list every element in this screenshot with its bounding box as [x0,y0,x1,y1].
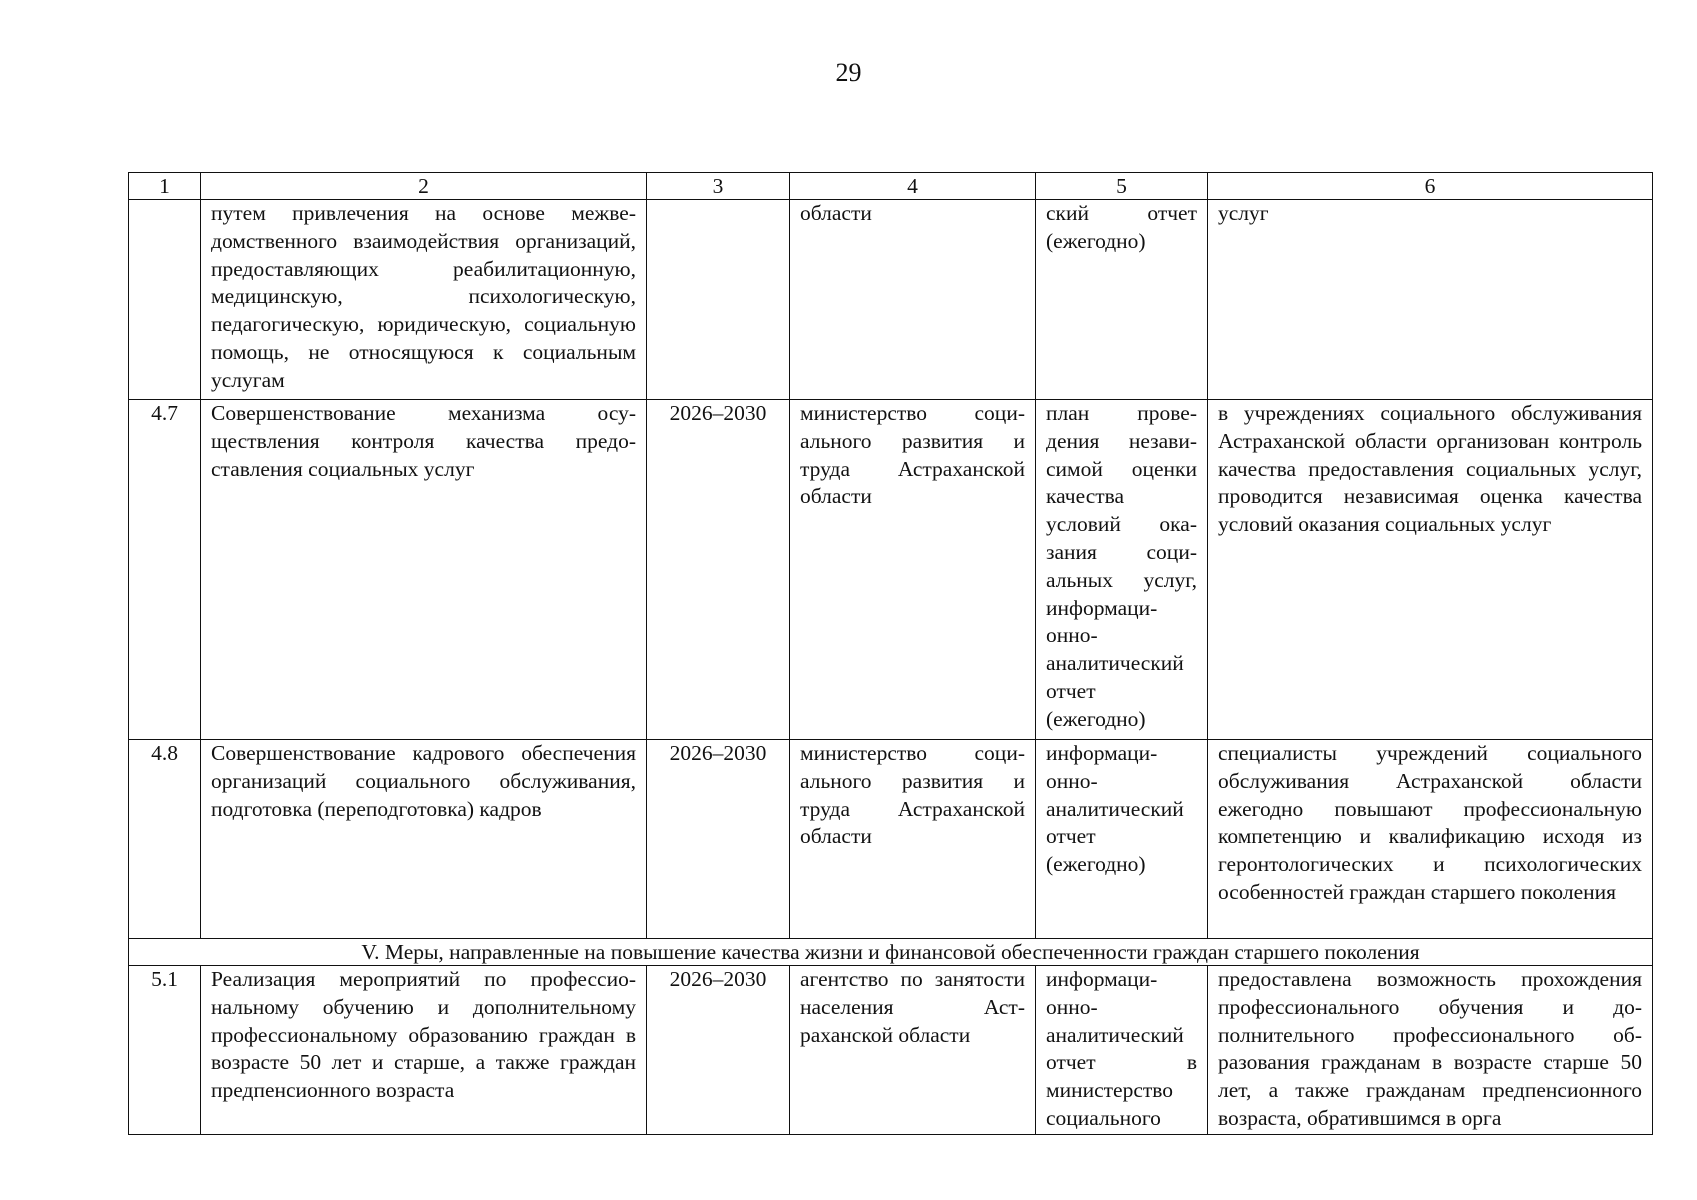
result-cell: в учреждениях социального обслуживания Астраханской области организован контроль качества предоставления социальных услуг, проводится независимая оценка качества условий оказания социальных услуг [1208,400,1653,740]
period-cell: 2026–2030 [647,740,790,939]
table-row [129,740,1653,939]
page-number: 29 [835,58,862,87]
row-number [129,200,201,400]
section-title: V. Меры, направленные на повышение качества жизни и финансовой обеспеченности граждан старшего поколения [129,939,1653,966]
activity-cell: Реализация мероприятий по профессиональному обучению и дополнительному профессиональному образованию граждан в возрасте 50 лет и старше, а также граждан предпенсионного возраста [201,966,647,1135]
executor-cell: агентство по занятости населения Астраханской области [790,966,1036,1135]
activity-cell: Совершенствование кадрового обеспечения организаций социального обслуживания, подготовка (переподготовка) кадров [201,740,647,939]
header-cell-5: 5 [1036,173,1208,200]
period-cell: 2026–2030 [647,966,790,1135]
section-header-row [129,939,1653,966]
result-cell: предоставлена возможность прохождения профессионального обучения и дополнительного профессионального образования гражданам в возрасте старше 50 лет, а также гражданам предпенсионного возраста, обратившимся в орга [1208,966,1653,1135]
row-number: 4.7 [129,400,201,740]
header-cell-6: 6 [1208,173,1653,200]
activity-cell: путем привлечения на основе межведомственного взаимодействия организаций, предоставляющих реабилитационную, медицинскую, психологическую, педагогическую, юридическую, социальную помощь, не относящуюся к социальным услугам [201,200,647,400]
header-row [129,173,1653,200]
header-cell-2: 2 [201,173,647,200]
header-cell-4: 4 [790,173,1036,200]
result-cell: услуг [1208,200,1653,400]
period-cell: 2026–2030 [647,400,790,740]
header-cell-1: 1 [129,173,201,200]
executor-cell: области [790,200,1036,400]
period-cell [647,200,790,400]
measures-table [128,172,1653,1135]
report-cell: информационно-аналитический отчет в министерство социального [1036,966,1208,1135]
row-number: 5.1 [129,966,201,1135]
header-cell-3: 3 [647,173,790,200]
table-row [129,400,1653,740]
activity-cell: Совершенствование механизма осуществления контроля качества предоставления социальных услуг [201,400,647,740]
report-cell: ский отчет (ежегодно) [1036,200,1208,400]
table-row [129,966,1653,1135]
executor-cell: министерство социального развития и труда Астраханской области [790,400,1036,740]
table-row [129,200,1653,400]
result-cell: специалисты учреждений социального обслуживания Астраханской области ежегодно повышают профессиональную компетенцию и квалификацию исходя из геронтологических и психологических особенностей граждан старшего поколения [1208,740,1653,939]
report-cell: план проведения независимой оценки качества условий оказания социальных услуг, информационно-аналитический отчет (ежегодно) [1036,400,1208,740]
row-number: 4.8 [129,740,201,939]
executor-cell: министерство социального развития и труда Астраханской области [790,740,1036,939]
report-cell: информационно-аналитический отчет (ежегодно) [1036,740,1208,939]
